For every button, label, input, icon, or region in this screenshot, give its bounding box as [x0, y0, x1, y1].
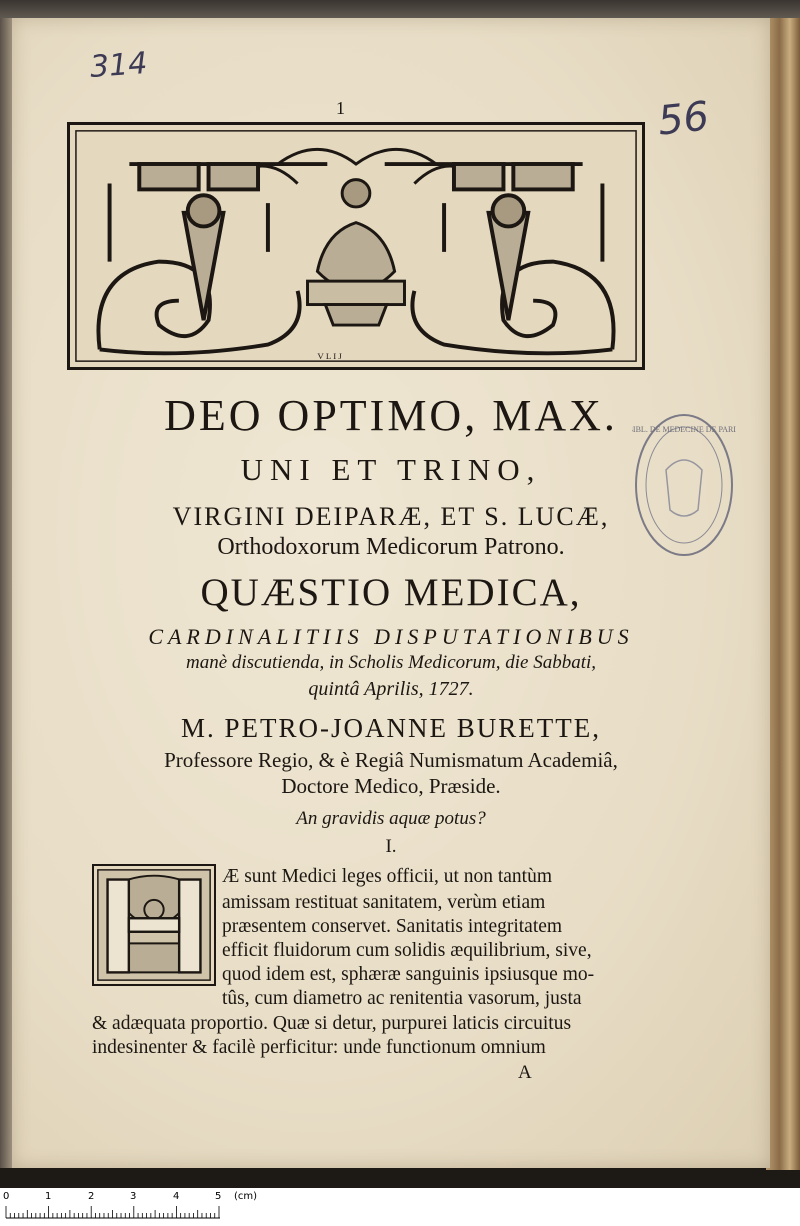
- ruler-ticks: [0, 1188, 800, 1226]
- body-line-5: quod idem est, sphæræ sanguinis ipsiusque mo-: [222, 964, 595, 985]
- title-line-10: Professore Regio, & è Regiâ Numismatum Academiâ,: [164, 748, 618, 772]
- title-line-7: manè discutienda, in Scholis Medicorum, die Sabbati,: [185, 652, 597, 673]
- body-line-2: amissam restituat sanitatem, verùm etiam: [222, 892, 546, 913]
- scale-ruler: [0, 1188, 800, 1226]
- title-line-8: quintâ Aprilis, 1727.: [308, 678, 474, 700]
- question-heading: An gravidis aquæ potus?: [296, 808, 486, 829]
- ruler-label-4: 4: [173, 1191, 180, 1202]
- body-line-8: indesinenter & facilè perficitur: unde functionum omnium: [92, 1037, 546, 1058]
- title-line-2: UNI ET TRINO,: [240, 452, 542, 487]
- handwritten-note-right: 56: [655, 93, 712, 145]
- ruler-label-0: 0: [3, 1191, 10, 1202]
- drop-cap-initial-h: [92, 864, 216, 986]
- body-line-3: præsentem conservet. Sanitatis integritatem: [222, 916, 563, 937]
- title-line-3: VIRGINI DEIPARÆ, ET S. LUCÆ,: [172, 502, 610, 531]
- title-line-1: DEO OPTIMO, MAX.: [164, 391, 618, 440]
- page-number: 1: [336, 98, 345, 118]
- catchword: A: [518, 1062, 532, 1083]
- title-line-9: M. PETRO-JOANNE BURETTE,: [181, 713, 601, 743]
- ornament-headpiece: [67, 122, 645, 370]
- section-number: I.: [385, 836, 397, 857]
- title-line-5: QUÆSTIO MEDICA,: [200, 571, 582, 614]
- body-line-6: tûs, cum diametro ac renitentia vasorum, justa: [222, 988, 582, 1009]
- handwritten-note-left: 314: [88, 46, 149, 85]
- body-line-1: Æ sunt Medici leges officii, ut non tantùm: [222, 866, 553, 887]
- ornament-illustration: [70, 125, 642, 367]
- ruler-label-5: 5: [215, 1191, 222, 1202]
- drop-cap-illustration: [94, 866, 214, 984]
- ruler-unit: (cm): [234, 1191, 258, 1202]
- body-line-4: efficit fluidorum cum solidis æquilibrium, sive,: [222, 940, 592, 961]
- title-line-6: CARDINALITIIS DISPUTATIONIBUS: [148, 624, 634, 649]
- ruler-label-2: 2: [88, 1191, 95, 1202]
- stamp-text: BIBL. DE MEDECINE DE PARIS: [632, 425, 736, 434]
- title-line-11: Doctore Medico, Præside.: [281, 774, 501, 798]
- body-line-7: & adæquata proportio. Quæ si detur, purpurei laticis circuitus: [92, 1013, 572, 1034]
- ruler-label-1: 1: [45, 1191, 52, 1202]
- book-edge-right: [766, 18, 800, 1170]
- book-page: [12, 18, 770, 1168]
- title-line-4: Orthodoxorum Medicorum Patrono.: [217, 534, 565, 560]
- ruler-label-3: 3: [130, 1191, 137, 1202]
- ornament-signature: V L I J: [317, 351, 342, 362]
